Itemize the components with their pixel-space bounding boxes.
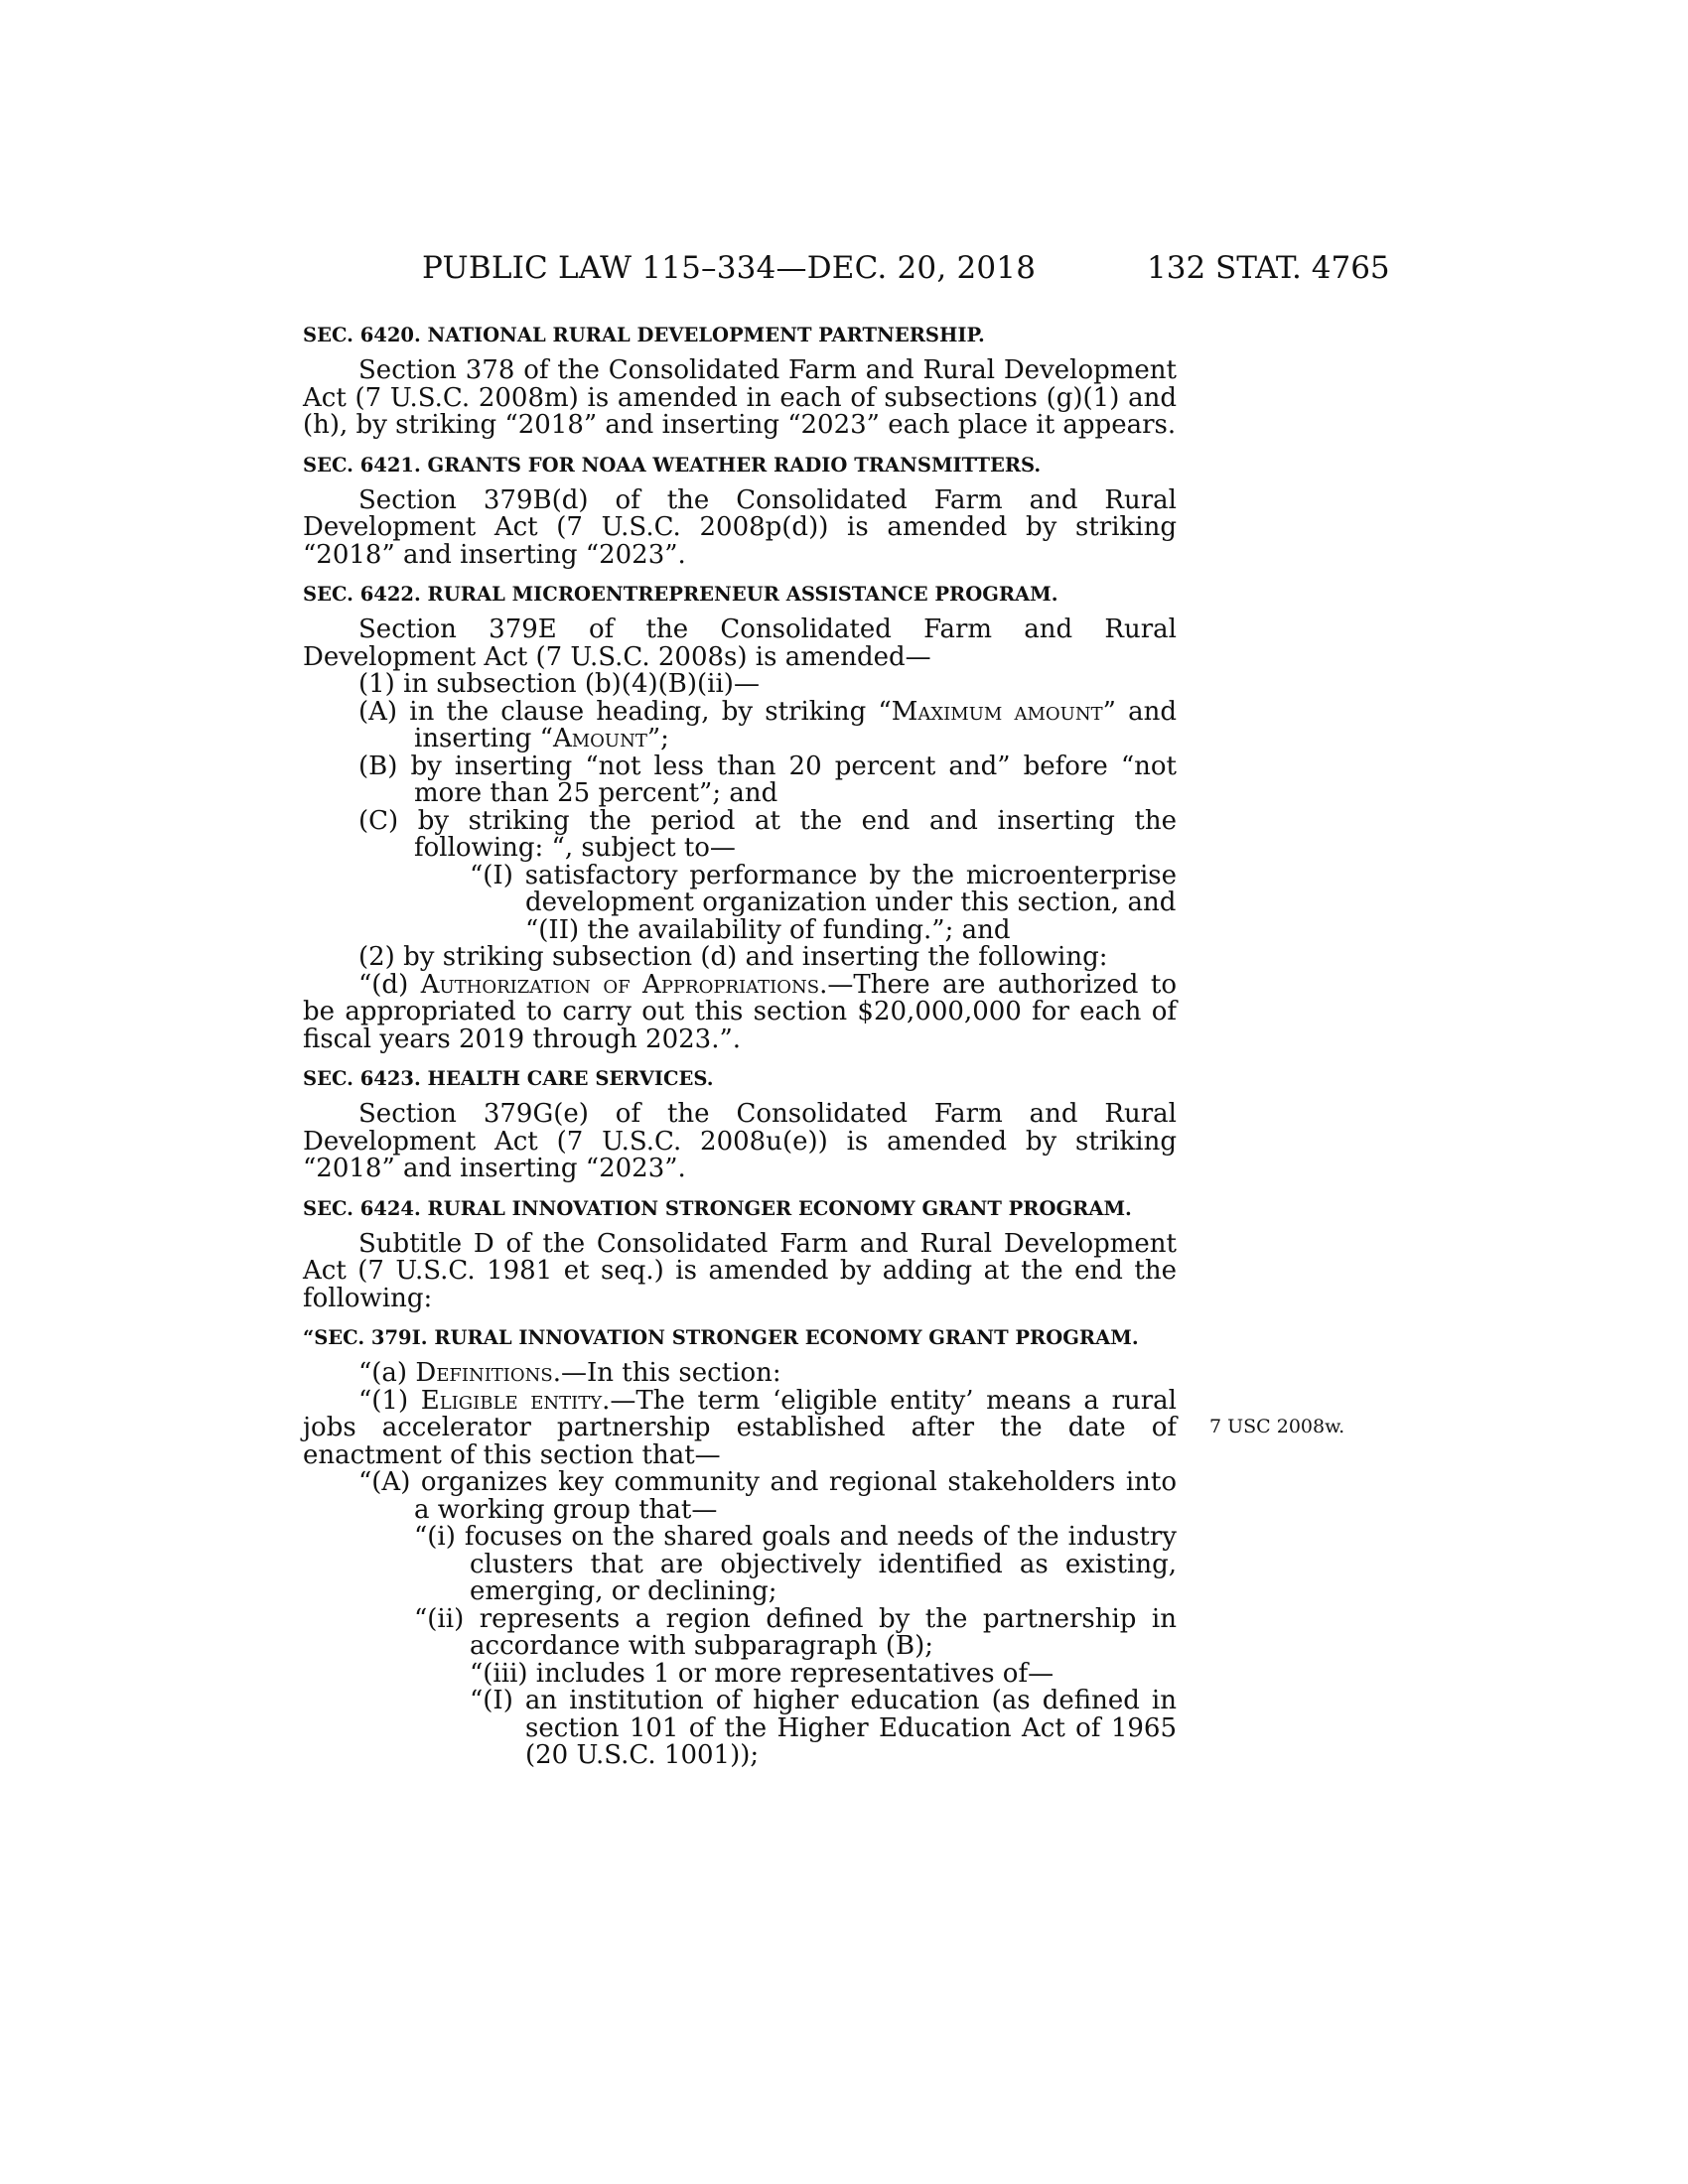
clause-ii: “(ii) represents a region defined by the partnership in accordance with subparagraph (B); (414, 1603, 1177, 1661)
subsection-a-definitions: “(a) Definitions.—In this section: (358, 1358, 781, 1388)
section-text-6424: Subtitle D of the Consolidated Farm and Rural Development Act (7 U.S.C. 1981 et seq.) is amended by adding at the end the following: (303, 1228, 1177, 1313)
section-text-6420: Section 378 of the Consolidated Farm and Rural Development Act (7 U.S.C. 2008m) is amended in each of subsections (g)(1) and (h), by striking “2018” and inserting “2023” each place it appears. (303, 355, 1177, 440)
subparagraph-c: (C) by striking the period at the end and inserting the following: “, subject to— (358, 805, 1177, 863)
subsection-d: “(d) Authorization of Appropriations.—There are authorized to be appropriated to carry out this section $20,000,000 for each of fiscal years 2019 through 2023.”. (303, 969, 1177, 1054)
subclause-ii: “(II) the availability of funding.”; and (525, 914, 1011, 945)
section-intro-6422: Section 379E of the Consolidated Farm and Rural Development Act (7 U.S.C. 2008s) is amended— (303, 614, 1177, 672)
margin-note-usc: 7 USC 2008w. (1209, 1416, 1345, 1437)
subclause-i: “(I) satisfactory performance by the microenterprise development organization under this section, and (470, 860, 1177, 917)
paragraph-1: (1) in subsection (b)(4)(B)(ii)— (358, 669, 760, 699)
section-heading-6423: SEC. 6423. HEALTH CARE SERVICES. (303, 1067, 714, 1090)
subparagraph-b: (B) by inserting “not less than 20 percent and” before “not more than 25 percent”; and (358, 751, 1177, 808)
section-text-6423: Section 379G(e) of the Consolidated Farm and Rural Development Act (7 U.S.C. 2008u(e)) is amended by striking “2018” and inserting “2023”. (303, 1099, 1177, 1183)
section-text-6421: Section 379B(d) of the Consolidated Farm and Rural Development Act (7 U.S.C. 2008p(d)) is amended by striking “2018” and inserting “2023”. (303, 484, 1177, 570)
section-heading-6422: SEC. 6422. RURAL MICROENTREPRENEUR ASSISTANCE PROGRAM. (303, 583, 1058, 606)
section-heading-6421: SEC. 6421. GRANTS FOR NOAA WEATHER RADIO TRANSMITTERS. (303, 453, 1042, 477)
paragraph-2: (2) by striking subsection (d) and inserting the following: (358, 942, 1108, 972)
section-heading-6424: SEC. 6424. RURAL INNOVATION STRONGER ECONOMY GRANT PROGRAM. (303, 1196, 1132, 1220)
running-header-stat: 132 STAT. 4765 (1147, 250, 1390, 286)
section-heading-6420: SEC. 6420. NATIONAL RURAL DEVELOPMENT PARTNERSHIP. (303, 324, 985, 346)
section-heading-379i: “SEC. 379I. RURAL INNOVATION STRONGER ECONOMY GRANT PROGRAM. (303, 1326, 1139, 1349)
clause-iii-subclause-i: “(I) an institution of higher education (as defined in section 101 of the Higher Education Act of 1965 (20 U.S.C. 1001)); (470, 1686, 1177, 1770)
subparagraph-a: (A) in the clause heading, by striking “Maximum amount” and inserting “Amount”; (358, 696, 1177, 753)
definition-subparagraph-a: “(A) organizes key community and regional stakeholders into a working group that— (358, 1467, 1177, 1525)
clause-i: “(i) focuses on the shared goals and needs of the industry clusters that are objectively identified as existing, emerging, or declining; (414, 1522, 1177, 1606)
definition-eligible-entity: “(1) Eligible entity.—The term ‘eligible entity’ means a rural jobs accelerator partnership established after the date of enactment of this section that— (303, 1385, 1177, 1470)
clause-iii: “(iii) includes 1 or more representatives of— (470, 1658, 1055, 1689)
document-body (303, 316, 1177, 1770)
running-header-law: PUBLIC LAW 115–334—DEC. 20, 2018 (422, 250, 1037, 286)
